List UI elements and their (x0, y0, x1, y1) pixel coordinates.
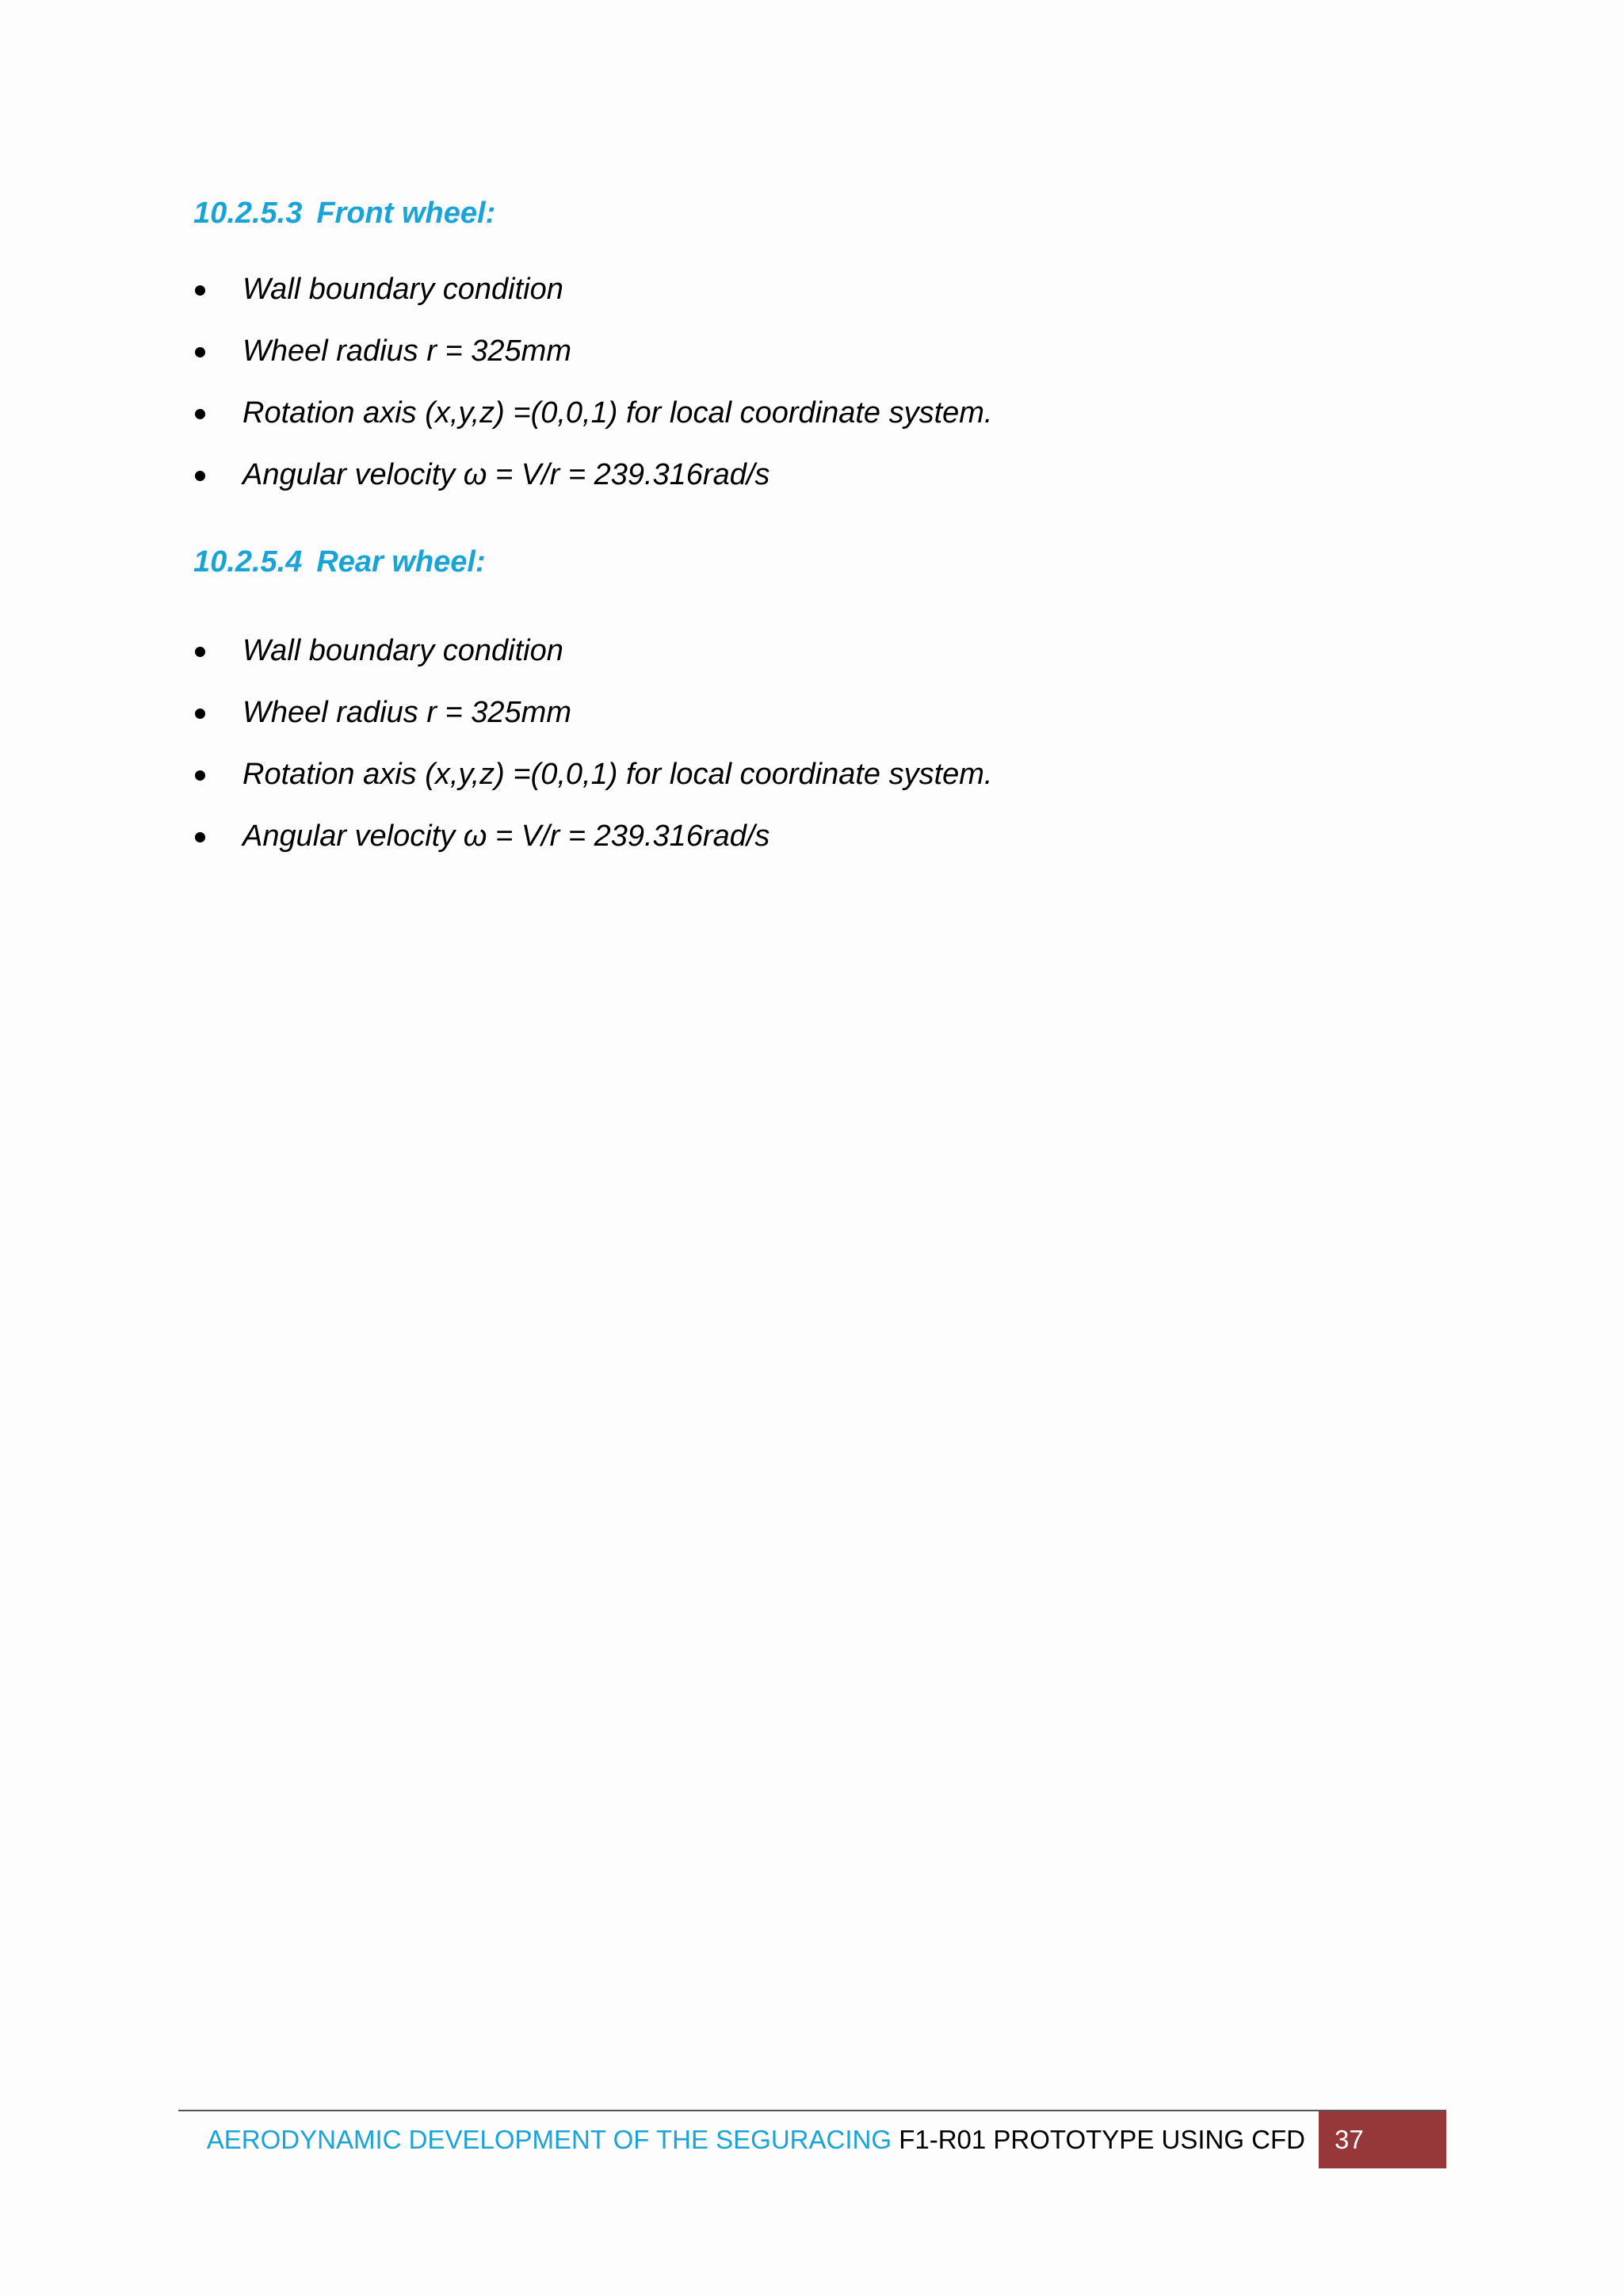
list-item-text: Rotation axis (x,y,z) =(0,0,1) for local coordinate system. (242, 396, 993, 430)
list-item-text: Wall boundary condition (242, 634, 563, 667)
bullet-icon (195, 709, 205, 719)
section-heading (193, 544, 1461, 580)
bullet-icon (195, 770, 205, 781)
list-item (193, 632, 1461, 694)
list-item-text: Angular velocity ω = V/r = 239.316rad/s (242, 819, 770, 853)
list-item-text: Wall boundary condition (242, 273, 563, 306)
list-item-text: Angular velocity ω = V/r = 239.316rad/s (242, 458, 770, 491)
section-number: 10.2.5.3 (193, 197, 303, 230)
list-item (193, 694, 1461, 756)
list-item-text: Rotation axis (x,y,z) =(0,0,1) for local coordinate system. (242, 758, 993, 791)
section-number: 10.2.5.4 (193, 545, 303, 579)
footer-title-black: F1-R01 PROTOTYPE USING CFD (899, 2125, 1305, 2154)
section-rear-wheel (193, 544, 1461, 880)
bullet-list (193, 271, 1461, 518)
section-title: Front wheel: (316, 197, 496, 230)
footer-title-blue: AERODYNAMIC DEVELOPMENT OF THE SEGURACING (206, 2125, 892, 2154)
list-item (193, 333, 1461, 395)
footer-divider (178, 2110, 1446, 2111)
section-front-wheel (193, 195, 1461, 518)
page-number: 37 (1335, 2125, 1364, 2154)
list-item (193, 271, 1461, 333)
section-heading (193, 195, 1461, 231)
list-item (193, 395, 1461, 457)
bullet-icon (195, 285, 205, 296)
section-title: Rear wheel: (316, 545, 486, 579)
bullet-icon (195, 471, 205, 481)
bullet-icon (195, 832, 205, 842)
bullet-icon (195, 347, 205, 357)
list-item (193, 756, 1461, 818)
list-item (193, 457, 1461, 518)
page-number-badge (1319, 2111, 1446, 2168)
list-item-text: Wheel radius r = 325mm (242, 696, 571, 729)
list-item-text: Wheel radius r = 325mm (242, 334, 571, 368)
bullet-icon (195, 409, 205, 419)
footer-title (178, 2122, 1305, 2157)
list-item (193, 818, 1461, 880)
bullet-list (193, 632, 1461, 880)
bullet-icon (195, 647, 205, 657)
